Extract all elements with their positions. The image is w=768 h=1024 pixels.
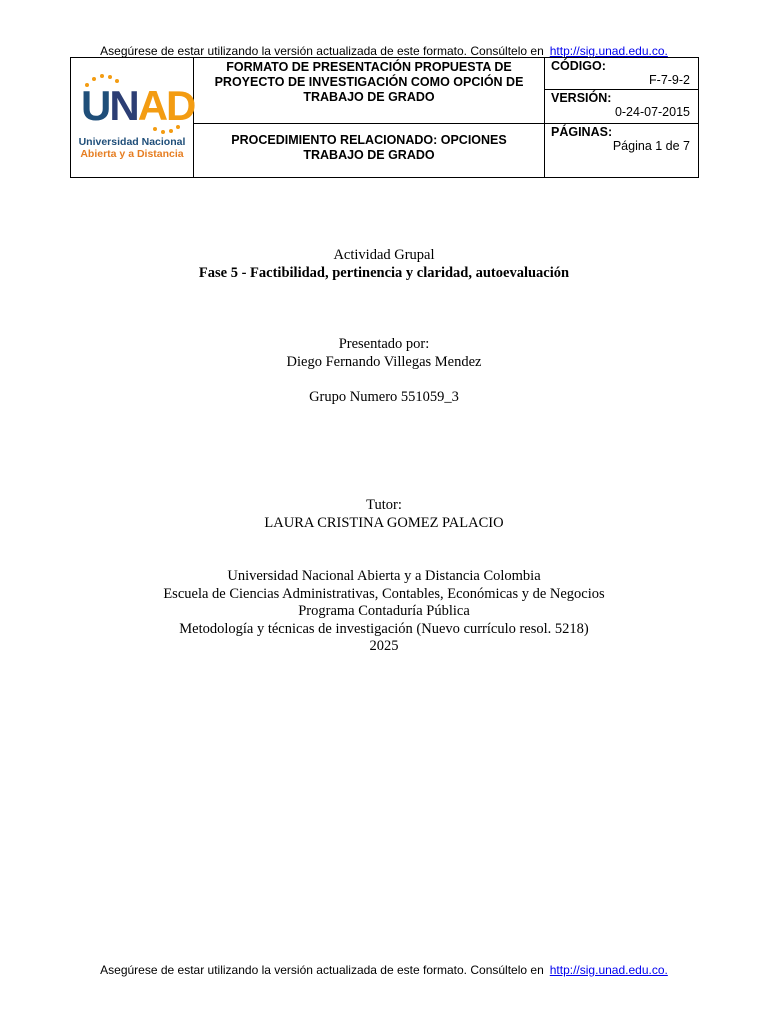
- procedure-line: TRABAJO DE GRADO: [303, 148, 435, 162]
- sig-link[interactable]: http://sig.unad.edu.co.: [549, 963, 668, 977]
- procedure-line: PROCEDIMIENTO RELACIONADO: OPCIONES: [231, 133, 507, 147]
- format-title-line: TRABAJO DE GRADO: [303, 90, 435, 104]
- unad-wordmark: UNAD: [81, 81, 195, 129]
- notice-text: Asegúrese de estar utilizando la versión actualizada de este formato. Consúltelo en: [100, 44, 544, 58]
- codigo-label: CÓDIGO:: [551, 59, 606, 73]
- sig-link[interactable]: http://sig.unad.edu.co.: [549, 44, 668, 58]
- codigo-value: F-7-9-2: [649, 73, 690, 87]
- institution-line: Universidad Nacional Abierta y a Distancia Colombia: [227, 568, 541, 584]
- version-label: VERSIÓN:: [551, 91, 612, 105]
- group-block: [0, 389, 768, 407]
- version-cell: [545, 90, 699, 124]
- bottom-version-notice: [0, 963, 768, 977]
- year: 2025: [369, 638, 399, 654]
- paginas-value: Página 1 de 7: [612, 139, 690, 153]
- tutor-label: Tutor:: [366, 497, 402, 513]
- group-number: Grupo Numero 551059_3: [309, 389, 459, 405]
- activity-label: Actividad Grupal: [333, 247, 435, 263]
- institution-block: [0, 568, 768, 656]
- notice-text: Asegúrese de estar utilizando la versión actualizada de este formato. Consúltelo en: [100, 963, 544, 977]
- format-title-line: FORMATO DE PRESENTACIÓN PROPUESTA DE: [226, 60, 512, 74]
- procedure-cell: [194, 124, 545, 178]
- tutor-name: LAURA CRISTINA GOMEZ PALACIO: [264, 514, 504, 531]
- presented-by-label: Presentado por:: [338, 336, 430, 352]
- institution-line: Programa Contaduría Pública: [298, 603, 470, 619]
- logo-line-1: Universidad Nacional: [78, 135, 186, 148]
- logo-cell: [71, 58, 194, 178]
- author-name: Diego Fernando Villegas Mendez: [286, 353, 482, 370]
- format-title-line: PROYECTO DE INVESTIGACIÓN COMO OPCIÓN DE: [214, 75, 524, 89]
- logo-line-2: Abierta y a Distancia: [80, 147, 184, 160]
- format-header-table: [70, 57, 699, 178]
- format-title-cell: [194, 58, 545, 124]
- version-value: 0-24-07-2015: [614, 105, 690, 119]
- tutor-block: [0, 497, 768, 532]
- codigo-cell: [545, 58, 699, 90]
- top-version-notice: [0, 44, 768, 58]
- institution-line: Escuela de Ciencias Administrativas, Contables, Económicas y de Negocios: [163, 585, 605, 602]
- unad-logo: [71, 69, 193, 167]
- institution-line: Metodología y técnicas de investigación (Nuevo currículo resol. 5218): [179, 620, 589, 637]
- phase-title: Fase 5 - Factibilidad, pertinencia y claridad, autoevaluación: [198, 264, 570, 281]
- title-block: [0, 247, 768, 282]
- author-block: [0, 336, 768, 371]
- paginas-label: PÁGINAS:: [551, 125, 613, 139]
- paginas-cell: [545, 124, 699, 178]
